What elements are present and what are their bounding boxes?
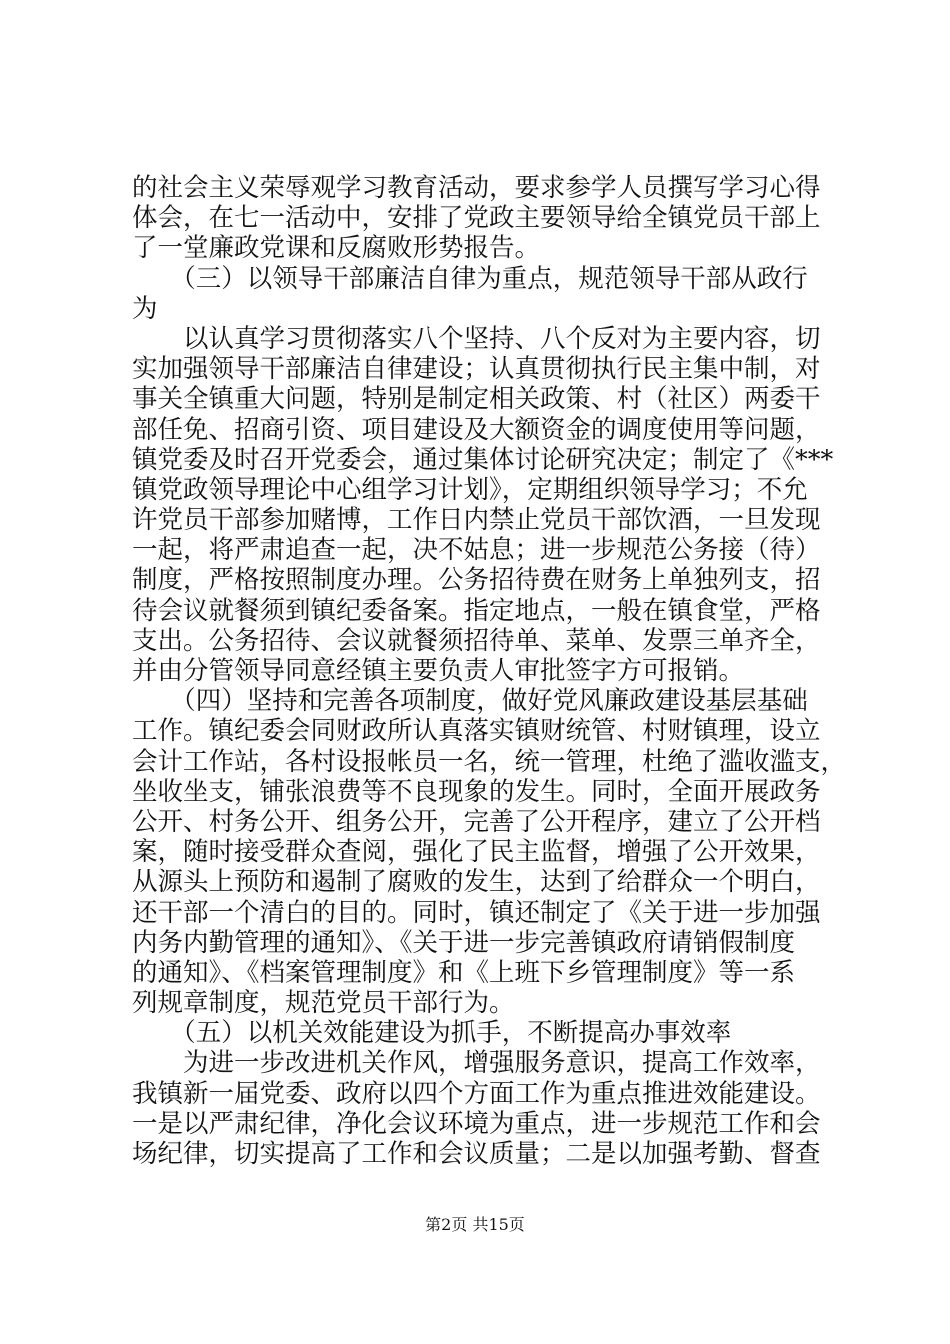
text-line: 镇党政领导理论中心组学习计划》，定期组织领导学习；不允	[132, 474, 808, 505]
document-body	[132, 173, 847, 1169]
text-line: 我镇新一届党委、政府以四个方面工作为重点推进效能建设。	[132, 1078, 821, 1109]
section-heading-3-cont: 为	[132, 293, 158, 324]
text-line: 会计工作站，各村设报帐员一名，统一管理，杜绝了滥收滥支，	[132, 746, 847, 777]
text-line: 部任免、招商引资、项目建设及大额资金的调度使用等问题，	[132, 414, 821, 445]
page-number-footer: 第2页 共15页	[425, 1215, 525, 1234]
text-line: 工作。镇纪委会同财政所认真落实镇财统管、村财镇理，设立	[132, 716, 821, 747]
text-line: 了一堂廉政党课和反腐败形势报告。	[132, 233, 541, 264]
text-line: 事关全镇重大问题，特别是制定相关政策、村（社区）两委干	[132, 384, 821, 415]
text-line: 支出。公务招待、会议就餐须招待单、菜单、发票三单齐全，	[132, 625, 821, 656]
text-line: 许党员干部参加赌博，工作日内禁止党员干部饮酒，一旦发现	[132, 505, 821, 536]
text-line: 内务内勤管理的通知》、《关于进一步完善镇政府请销假制度	[132, 927, 796, 958]
text-line: 实加强领导干部廉洁自律建设；认真贯彻执行民主集中制，对	[132, 354, 821, 385]
text-line: 为进一步改进机关作风，增强服务意识，提高工作效率，	[132, 1048, 821, 1079]
section-heading-4: （四）坚持和完善各项制度，做好党风廉政建设基层基础	[132, 686, 808, 717]
text-line: 并由分管领导同意经镇主要负责人审批签字方可报销。	[132, 656, 745, 686]
text-line: 一是以严肃纪律，净化会议环境为重点，进一步规范工作和会	[132, 1108, 821, 1139]
text-line: 一起，将严肃追查一起，决不姑息；进一步规范公务接（待）	[132, 535, 821, 566]
text-line: 以认真学习贯彻落实八个坚持、八个反对为主要内容，切	[132, 323, 821, 354]
text-line: 的通知》、《档案管理制度》和《上班下乡管理制度》等一系	[132, 957, 796, 988]
section-heading-5: （五）以机关效能建设为抓手，不断提高办事效率	[132, 1018, 732, 1049]
text-line: 镇党委及时召开党委会，通过集体讨论研究决定；制定了《***	[132, 444, 834, 475]
text-line: 还干部一个清白的目的。同时，镇还制定了《关于进一步加强	[132, 897, 821, 928]
text-line: 案，随时接受群众查阅，强化了民主监督，增强了公开效果，	[132, 837, 821, 868]
text-line: 待会议就餐须到镇纪委备案。指定地点，一般在镇食堂，严格	[132, 595, 821, 626]
text-line: 公开、村务公开、组务公开，完善了公开程序，建立了公开档	[132, 806, 821, 837]
text-line: 坐收坐支，铺张浪费等不良现象的发生。同时，全面开展政务	[132, 776, 821, 807]
text-line: 体会，在七一活动中，安排了党政主要领导给全镇党员干部上	[132, 203, 821, 234]
text-line: 场纪律，切实提高了工作和会议质量；二是以加强考勤、督查	[132, 1139, 821, 1169]
text-line: 的社会主义荣辱观学习教育活动，要求参学人员撰写学习心得	[132, 173, 821, 203]
text-line: 列规章制度，规范党员干部行为。	[132, 988, 515, 1019]
section-heading-3: （三）以领导干部廉洁自律为重点，规范领导干部从政行	[132, 263, 808, 294]
text-line: 制度，严格按照制度办理。公务招待费在财务上单独列支，招	[132, 565, 821, 596]
text-line: 从源头上预防和遏制了腐败的发生，达到了给群众一个明白，	[132, 867, 821, 898]
